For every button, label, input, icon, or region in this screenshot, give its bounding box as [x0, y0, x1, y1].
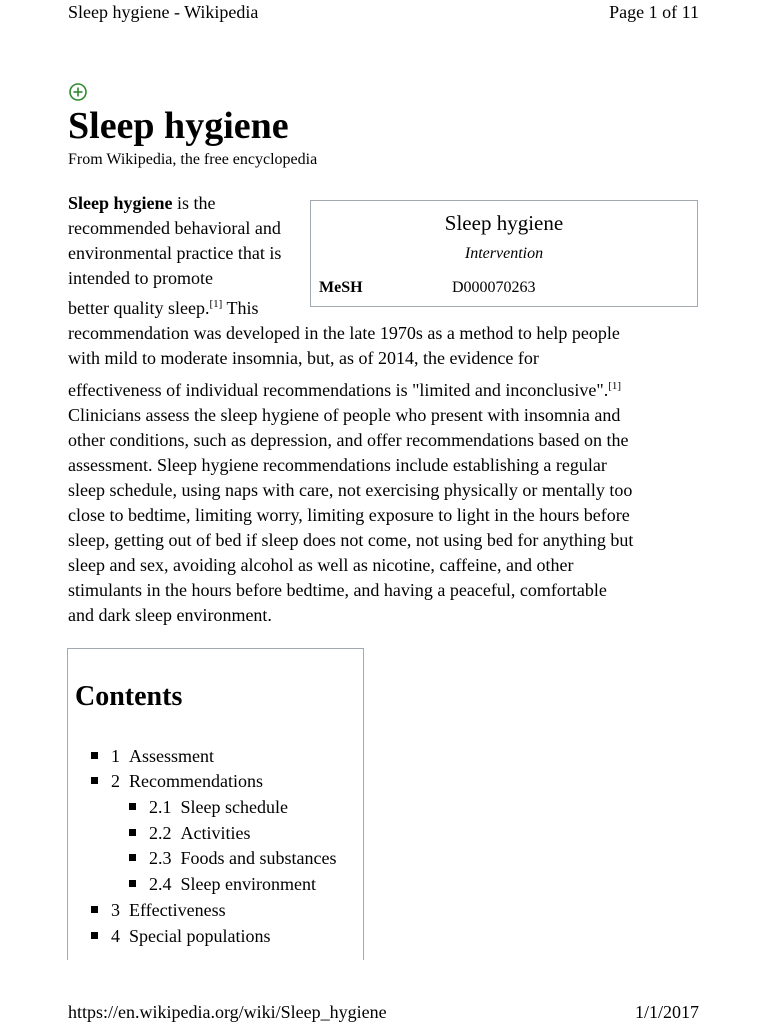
lead-line: other conditions, such as depression, and offer recommendations based on the: [68, 430, 629, 450]
bullet-icon: [129, 880, 136, 887]
expand-plus-icon[interactable]: [68, 82, 88, 102]
print-footer-date: 1/1/2017: [634, 1002, 699, 1022]
print-header-title: Sleep hygiene - Wikipedia: [68, 2, 259, 22]
lead-line: better quality sleep.[1] This: [68, 298, 259, 318]
reference-link[interactable]: [1]: [608, 380, 622, 392]
print-footer-url: https://en.wikipedia.org/wiki/Sleep_hygiene: [68, 1002, 387, 1022]
toc-title: Contents: [75, 681, 183, 712]
toc-item-sleep-environment[interactable]: 2.4 Sleep environment: [129, 872, 316, 897]
bullet-icon: [91, 932, 98, 939]
infobox-mesh-value[interactable]: D000070263: [452, 279, 536, 296]
toc-item-sleep-schedule[interactable]: 2.1 Sleep schedule: [129, 795, 288, 820]
lead-opening: Sleep hygiene is the recommended behavioral and environmental practice that is intended to promote: [68, 193, 282, 288]
toc-item-effectiveness[interactable]: 3 Effectiveness: [91, 898, 226, 923]
page-title: Sleep hygiene: [68, 105, 289, 147]
toc-item-recommendations[interactable]: 2 Recommendations: [91, 769, 263, 794]
lead-line: recommendation was developed in the late 1970s as a method to help people: [68, 323, 620, 343]
toc-item-assessment[interactable]: 1 Assessment: [91, 744, 214, 769]
bullet-icon: [91, 906, 98, 913]
toc-item-special-populations[interactable]: 4 Special populations: [91, 924, 270, 949]
reference-link[interactable]: [1]: [209, 298, 223, 310]
lead-line: and dark sleep environment.: [68, 605, 272, 625]
lead-line: sleep and sex, avoiding alcohol as well as nicotine, caffeine, and other: [68, 555, 574, 575]
bullet-icon: [129, 803, 136, 810]
toc-item-foods-and-substances[interactable]: 2.3 Foods and substances: [129, 846, 337, 871]
bullet-icon: [129, 854, 136, 861]
print-header-page: Page 1 of 11: [609, 2, 699, 22]
toc-item-activities[interactable]: 2.2 Activities: [129, 821, 251, 846]
lead-line: Clinicians assess the sleep hygiene of people who present with insomnia and: [68, 405, 621, 425]
page-subtitle: From Wikipedia, the free encyclopedia: [68, 151, 318, 168]
lead-line: stimulants in the hours before bedtime, and having a peaceful, comfortable: [68, 580, 607, 600]
lead-line: sleep, getting out of bed if sleep does not come, not using bed for anything but: [68, 530, 634, 550]
lead-term: Sleep hygiene: [68, 193, 173, 213]
infobox: [310, 200, 698, 307]
bullet-icon: [91, 777, 98, 784]
lead-line: with mild to moderate insomnia, but, as of 2014, the evidence for: [68, 348, 539, 368]
infobox-title: Sleep hygiene: [444, 211, 564, 235]
lead-line: close to bedtime, limiting worry, limiting exposure to light in the hours before: [68, 505, 630, 525]
bullet-icon: [91, 752, 98, 759]
infobox-subtitle: Intervention: [464, 245, 544, 262]
bullet-icon: [129, 829, 136, 836]
lead-line: sleep schedule, using naps with care, not exercising physically or mentally too: [68, 480, 633, 500]
table-of-contents: [67, 648, 364, 960]
infobox-mesh-label[interactable]: MeSH: [319, 279, 363, 296]
lead-line: effectiveness of individual recommendations is "limited and inconclusive".[1]: [68, 380, 622, 400]
lead-line: assessment. Sleep hygiene recommendations include establishing a regular: [68, 455, 607, 475]
